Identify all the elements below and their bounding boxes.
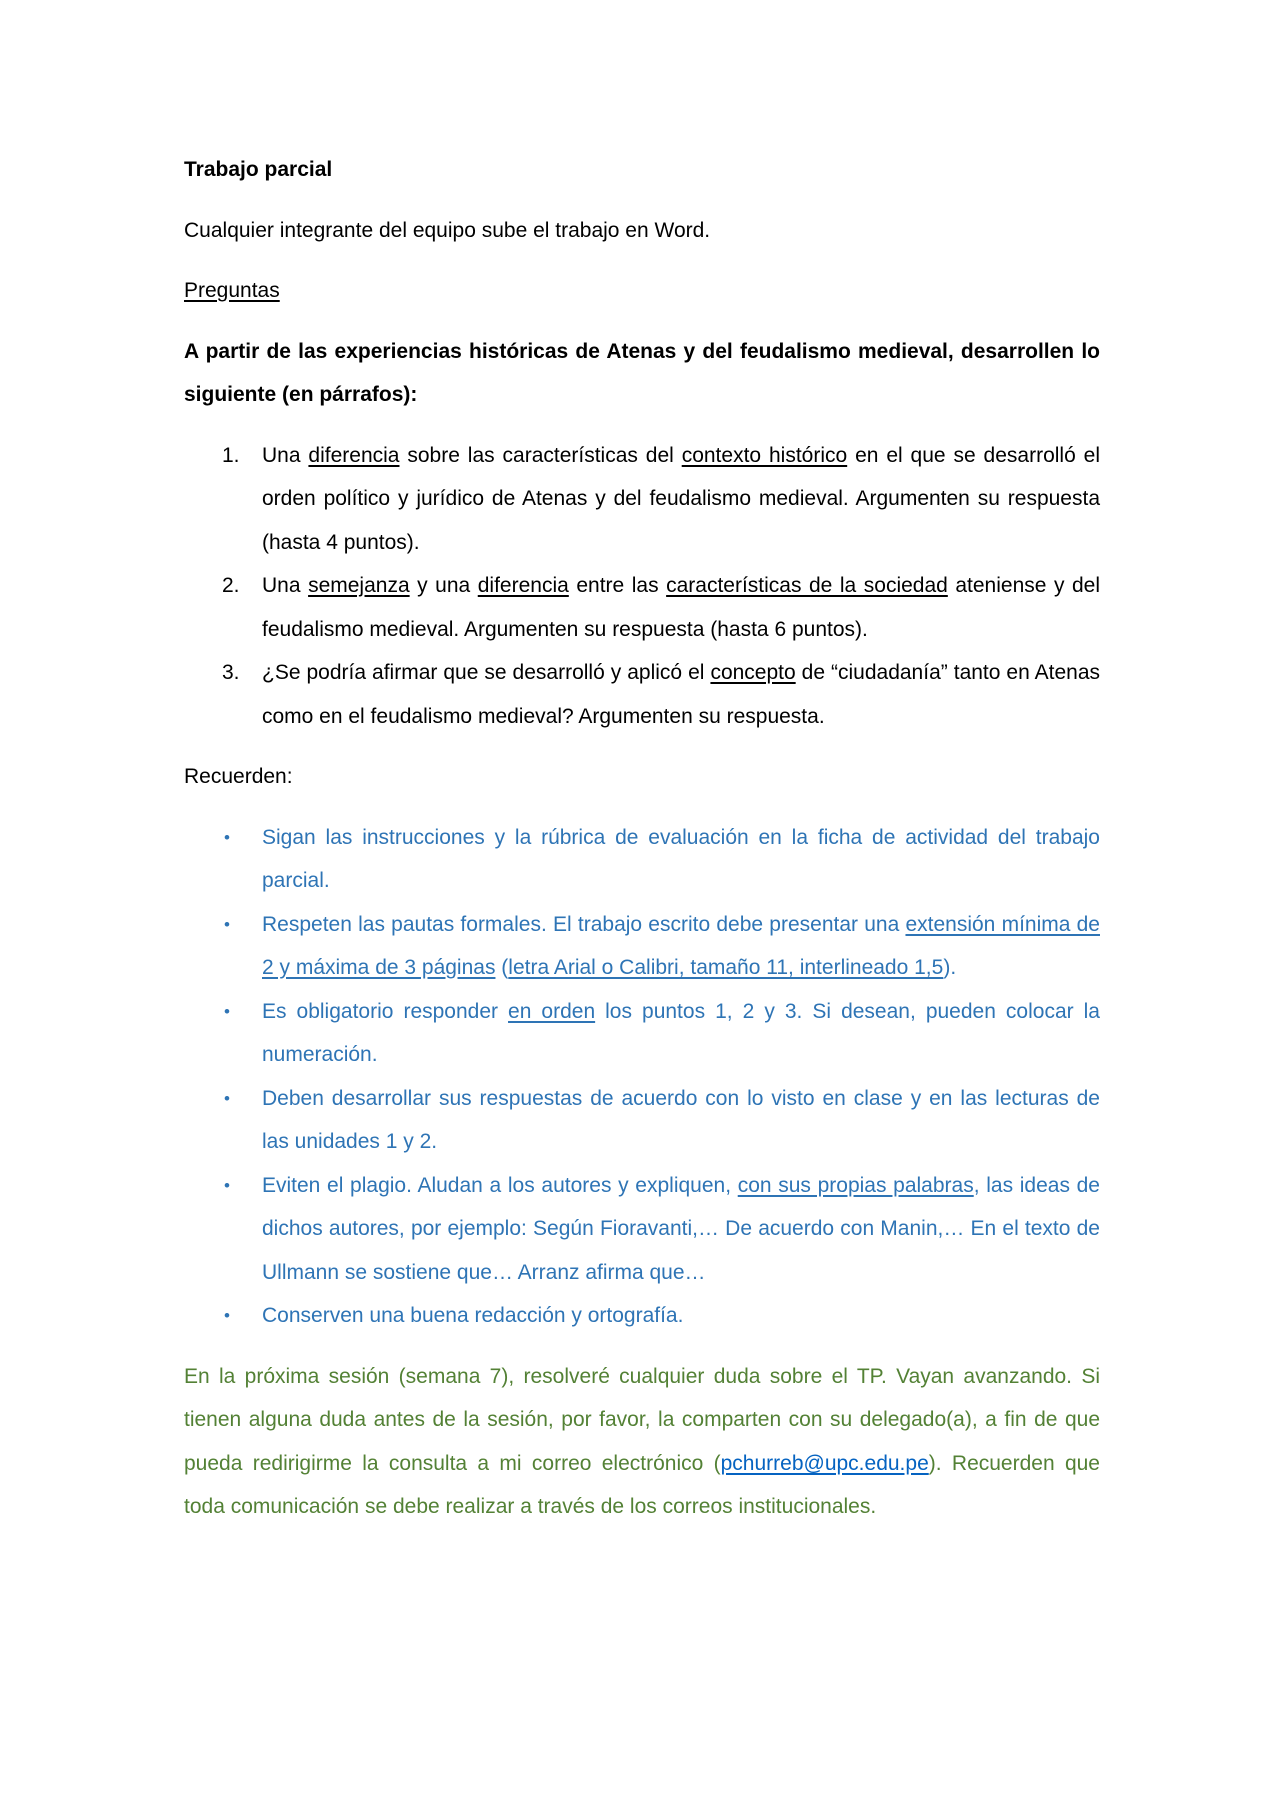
list-number: 3. <box>222 661 240 684</box>
question-text: sobre las características del <box>399 443 682 467</box>
reminder-text: Sigan las instrucciones y la rúbrica de evaluación en la ficha de actividad del trabajo parcial. <box>262 825 1100 892</box>
reminder-text: Es obligatorio responder <box>262 999 509 1023</box>
intro-paragraph: Cualquier integrante del equipo sube el trabajo en Word. <box>184 218 711 242</box>
question-text: ¿Se podría afirmar que se desarrolló y aplicó el <box>262 661 711 684</box>
question-text: Una <box>262 574 309 597</box>
underlined-term: concepto <box>710 661 796 684</box>
closing-text: En la próxima sesión (semana 7), resolveré cualquier duda sobre el TP. Vayan avanzando. Si tienen alguna duda antes de la sesión, por favor, la comparten con su delegado(a), a fin de que pueda redirigirme la consulta a mi correo electrónico ( <box>184 1364 1100 1475</box>
preguntas-heading: Preguntas <box>184 279 280 302</box>
reminder-item <box>184 903 1100 990</box>
reminder-text: , las ideas de dichos autores, por ejemplo: Según Fioravanti,… De acuerdo con Manin,… En el texto de Ullmann se sostiene que… Arranz afirma que… <box>262 1173 1100 1284</box>
question-text: en el que se desarrolló el orden político y jurídico de Atenas y del feudalismo medieval. Argumenten su respuesta (hasta 4 puntos). <box>262 443 1100 554</box>
bullet-icon: • <box>224 827 230 847</box>
email-link[interactable]: pchurreb@upc.edu.pe <box>720 1451 929 1475</box>
section-heading <box>184 269 1100 313</box>
question-text: y una <box>409 574 478 597</box>
reminder-text: Eviten el plagio. Aludan a los autores y expliquen, <box>262 1173 738 1197</box>
underlined-term: diferencia <box>477 574 569 597</box>
reminder-text: Respeten las pautas formales. El trabajo escrito debe presentar una <box>262 912 906 936</box>
reminder-item <box>184 990 1100 1077</box>
question-text: ateniense y del feudalismo medieval. Argumenten su respuesta (hasta 6 puntos). <box>262 574 1101 641</box>
underlined-term: diferencia <box>308 443 400 467</box>
reminders-list <box>184 816 1100 1338</box>
reminder-item <box>184 1294 1100 1338</box>
question-text: entre las <box>568 574 667 597</box>
reminder-text: ( <box>495 956 509 979</box>
reminder-text: ). <box>943 956 957 979</box>
reminder-text: Conserven una buena redacción y ortografía. <box>262 1304 684 1327</box>
underlined-term: semejanza <box>308 574 410 597</box>
reminder-item <box>184 816 1100 903</box>
question-item <box>184 434 1100 565</box>
reminder-item <box>184 1164 1100 1295</box>
document-title: Trabajo parcial <box>184 158 333 181</box>
underlined-term: en orden <box>508 999 596 1023</box>
list-number: 2. <box>222 574 240 597</box>
question-item <box>184 651 1100 738</box>
reminders-label: Recuerden: <box>184 765 293 788</box>
question-text: de “ciudadanía” tanto en Atenas como en el feudalismo medieval? Argumenten su respuesta. <box>262 661 1100 728</box>
reminder-text: Deben desarrollar sus respuestas de acuerdo con lo visto en clase y en las lecturas de las unidades 1 y 2. <box>262 1086 1100 1153</box>
bullet-icon: • <box>224 1001 230 1021</box>
underlined-term: características de la sociedad <box>666 574 948 597</box>
document-page <box>184 148 1100 1546</box>
question-text: Una <box>262 443 309 467</box>
list-number: 1. <box>222 443 240 467</box>
underlined-term: con sus propias palabras <box>737 1173 974 1197</box>
questions-list <box>184 434 1100 739</box>
reminder-text: los puntos 1, 2 y 3. Si desean, pueden colocar la numeración. <box>262 999 1100 1066</box>
underlined-term: letra Arial o Calibri, tamaño 11, interlineado 1,5 <box>508 956 944 979</box>
underlined-term: contexto histórico <box>681 443 848 467</box>
prompt-paragraph: A partir de las experiencias históricas de Atenas y del feudalismo medieval, desarrollen lo siguiente (en párrafos): <box>184 339 1100 406</box>
reminder-item <box>184 1077 1100 1164</box>
question-item <box>184 564 1100 651</box>
underlined-term: extensión mínima de 2 y máxima de 3 páginas <box>262 912 1100 979</box>
bullet-icon: • <box>224 914 230 934</box>
closing-paragraph <box>184 1355 1100 1529</box>
bullet-icon: • <box>224 1088 230 1108</box>
bullet-icon: • <box>224 1306 230 1325</box>
closing-text: ). Recuerden que toda comunicación se debe realizar a través de los correos institucionales. <box>184 1451 1100 1518</box>
bullet-icon: • <box>224 1175 230 1195</box>
